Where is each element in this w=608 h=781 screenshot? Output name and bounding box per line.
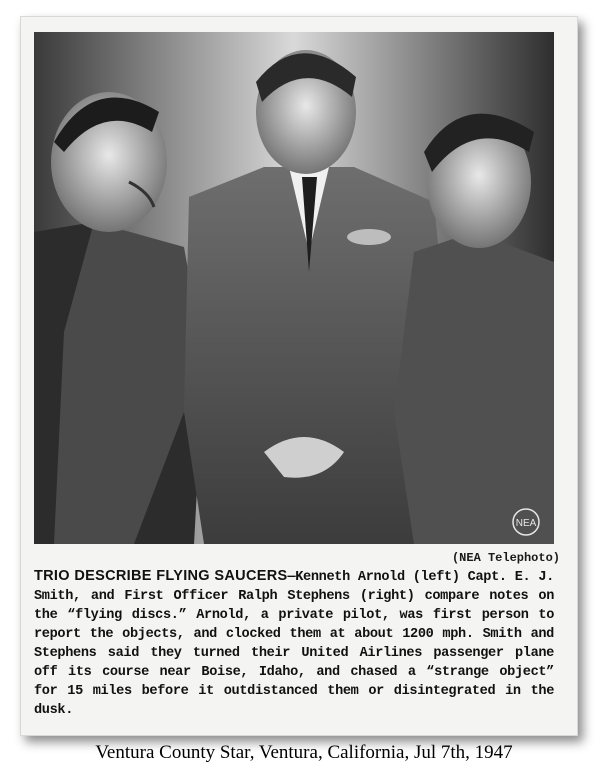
- caption-body: —Kenneth Arnold (left) Capt. E. J. Smith, and First Officer Ralph Stephens (right) compare notes on the “flying discs.” Arnold, a private pilot, was first person to report the objects, and clocked them at about 1200 mph. Smith and Stephens said they turned their United Airlines passenger plane off its course near Boise, Idaho, and chased a “strange object” for 15 miles before it outdistanced them or disintegrated in the dusk.: [34, 570, 554, 718]
- photo-credit: (NEA Telephoto): [451, 551, 560, 565]
- nea-watermark: NEA: [515, 518, 537, 529]
- source-line: Ventura County Star, Ventura, California, Jul 7th, 1947: [95, 742, 513, 763]
- photo-caption: [34, 567, 554, 720]
- news-photo: [34, 32, 554, 544]
- caption-headline: TRIO DESCRIBE FLYING SAUCERS: [34, 568, 288, 584]
